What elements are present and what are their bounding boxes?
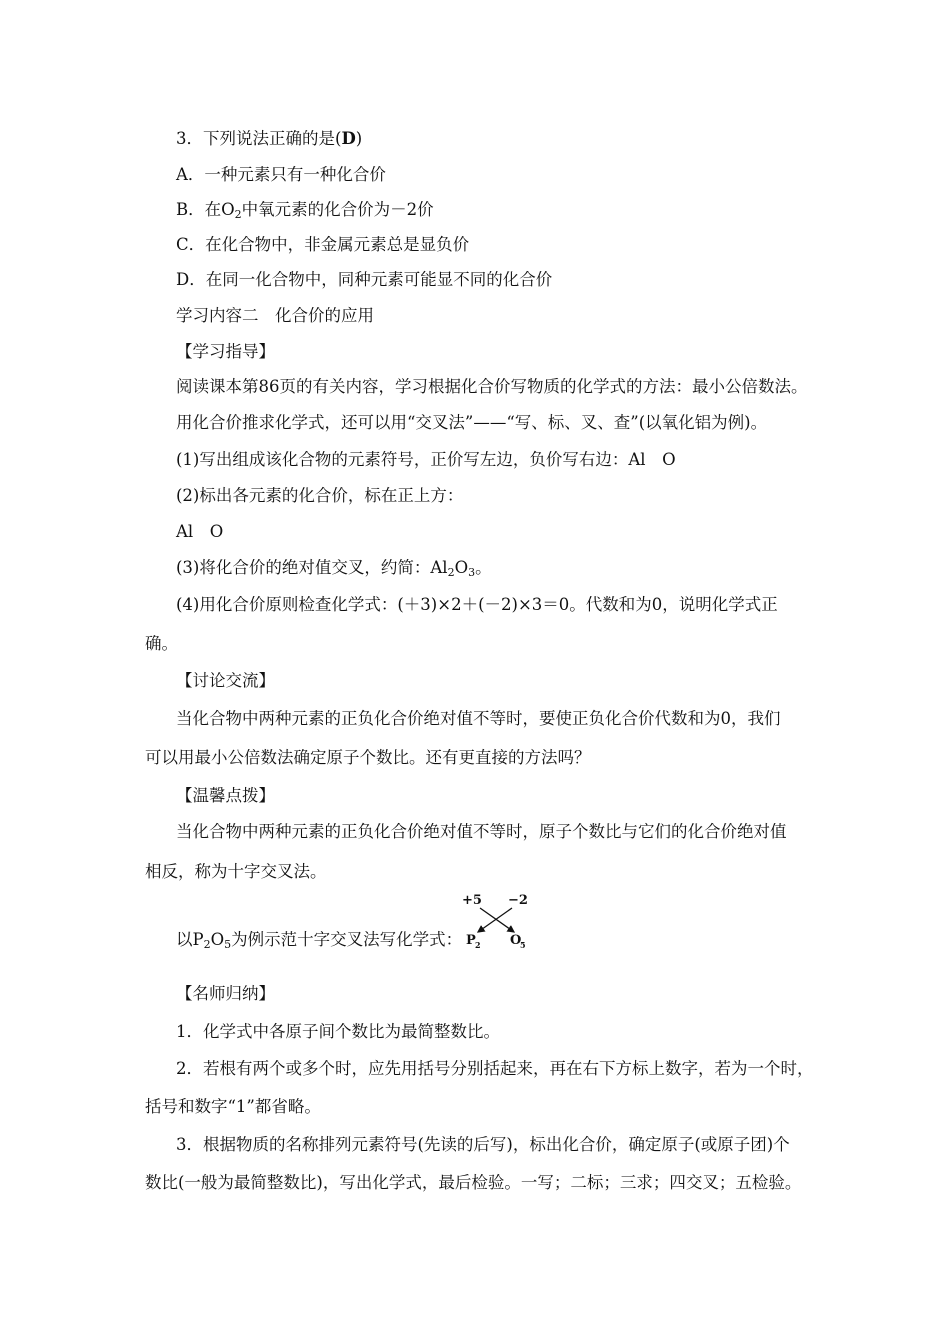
discussion-heading: 【讨论交流】 [176, 671, 275, 690]
summary-heading: 【名师归纳】 [176, 984, 275, 1003]
step-3-subscript-al: 2 [447, 566, 455, 579]
tip-example-subscript-p: 2 [203, 938, 211, 951]
right-element-subscript: 5 [520, 940, 526, 950]
option-b-subscript: 2 [234, 208, 242, 221]
tip-line-1: 当化合物中两种元素的正负化合价绝对值不等时，原子个数比与它们的化合价绝对值 [176, 822, 787, 841]
guide-heading: 【学习指导】 [176, 342, 275, 361]
tip-example-subscript-o: 5 [224, 938, 232, 951]
summary-item-2-line-1: 2．若根有两个或多个时，应先用括号分别括起来，再在右下方标上数字，若为一个时， [176, 1059, 814, 1078]
right-valence-label: −2 [508, 893, 528, 908]
summary-item-2-line-2: 括号和数字“1”都省略。 [145, 1097, 321, 1116]
cross-arrow-right [480, 908, 514, 932]
summary-item-1: 1．化学式中各原子间个数比为最简整数比。 [176, 1022, 500, 1041]
question-3-stem [176, 128, 362, 150]
option-a: A．一种元素只有一种化合价 [176, 165, 386, 184]
step-4-line-2: 确。 [145, 634, 178, 653]
discussion-line-1: 当化合物中两种元素的正负化合价绝对值不等时，要使正负化合价代数和为0，我们 [176, 709, 781, 728]
step-2-symbols: Al O [176, 522, 224, 541]
left-element-subscript: 2 [475, 940, 481, 950]
question-3-answer: D [341, 129, 356, 148]
left-valence-label: +5 [462, 893, 482, 908]
cross-arrow-left [478, 908, 512, 932]
right-element-label: O [510, 933, 522, 948]
discussion-line-2: 可以用最小公倍数法确定原子个数比。还有更直接的方法吗？ [145, 748, 591, 767]
tip-example-oxygen: O [210, 930, 225, 949]
summary-item-3-line-2: 数比(一般为最简整数比)，写出化学式，最后检验。一写；二标；三求；四交叉；五检验。 [145, 1173, 802, 1192]
question-3-text-end: ) [355, 129, 363, 148]
step-3 [176, 557, 492, 584]
left-element-label: P [466, 933, 476, 948]
tip-line-2: 相反，称为十字交叉法。 [145, 862, 327, 881]
option-d: D．在同一化合物中，同种元素可能显不同的化合价 [176, 270, 553, 289]
guide-line-1: 阅读课本第86页的有关内容，学习根据化合价写物质的化学式的方法：最小公倍数法。 [176, 377, 808, 396]
tip-heading: 【温馨点拨】 [176, 786, 275, 805]
option-b-text-end: 中氧元素的化合价为－2价 [241, 200, 434, 219]
summary-item-3-line-1: 3．根据物质的名称排列元素符号(先读的后写)，标出化合价，确定原子(或原子团)个 [176, 1135, 790, 1154]
option-c: C．在化合物中，非金属元素总是显负价 [176, 235, 470, 254]
tip-example-text: 以P [176, 930, 204, 949]
question-3-text: 3．下列说法正确的是( [176, 129, 342, 148]
tip-example-text-end: 为例示范十字交叉法写化学式： [231, 930, 463, 949]
step-2: (2)标出各元素的化合价，标在正上方： [176, 486, 464, 505]
step-1: (1)写出组成该化合物的元素符号，正价写左边，负价写右边：Al O [176, 450, 676, 469]
section-2-title: 学习内容二 化合价的应用 [176, 306, 374, 325]
step-3-subscript-o: 3 [468, 566, 476, 579]
step-3-oxygen: O [454, 558, 469, 577]
cross-diagram-svg [460, 890, 540, 952]
step-3-text: (3)将化合价的绝对值交叉，约简：Al [176, 558, 448, 577]
option-b [176, 199, 434, 226]
step-3-text-end: 。 [475, 558, 492, 577]
tip-example [176, 929, 462, 956]
cross-method-diagram [460, 890, 540, 952]
guide-line-2: 用化合价推求化学式，还可以用“交叉法”——“写、标、叉、查”(以氧化铝为例)。 [176, 413, 768, 432]
option-b-text: B．在O [176, 200, 235, 219]
step-4-line-1: (4)用化合价原则检查化学式：(＋3)×2＋(－2)×3＝0。代数和为0，说明化学式正 [176, 595, 778, 614]
